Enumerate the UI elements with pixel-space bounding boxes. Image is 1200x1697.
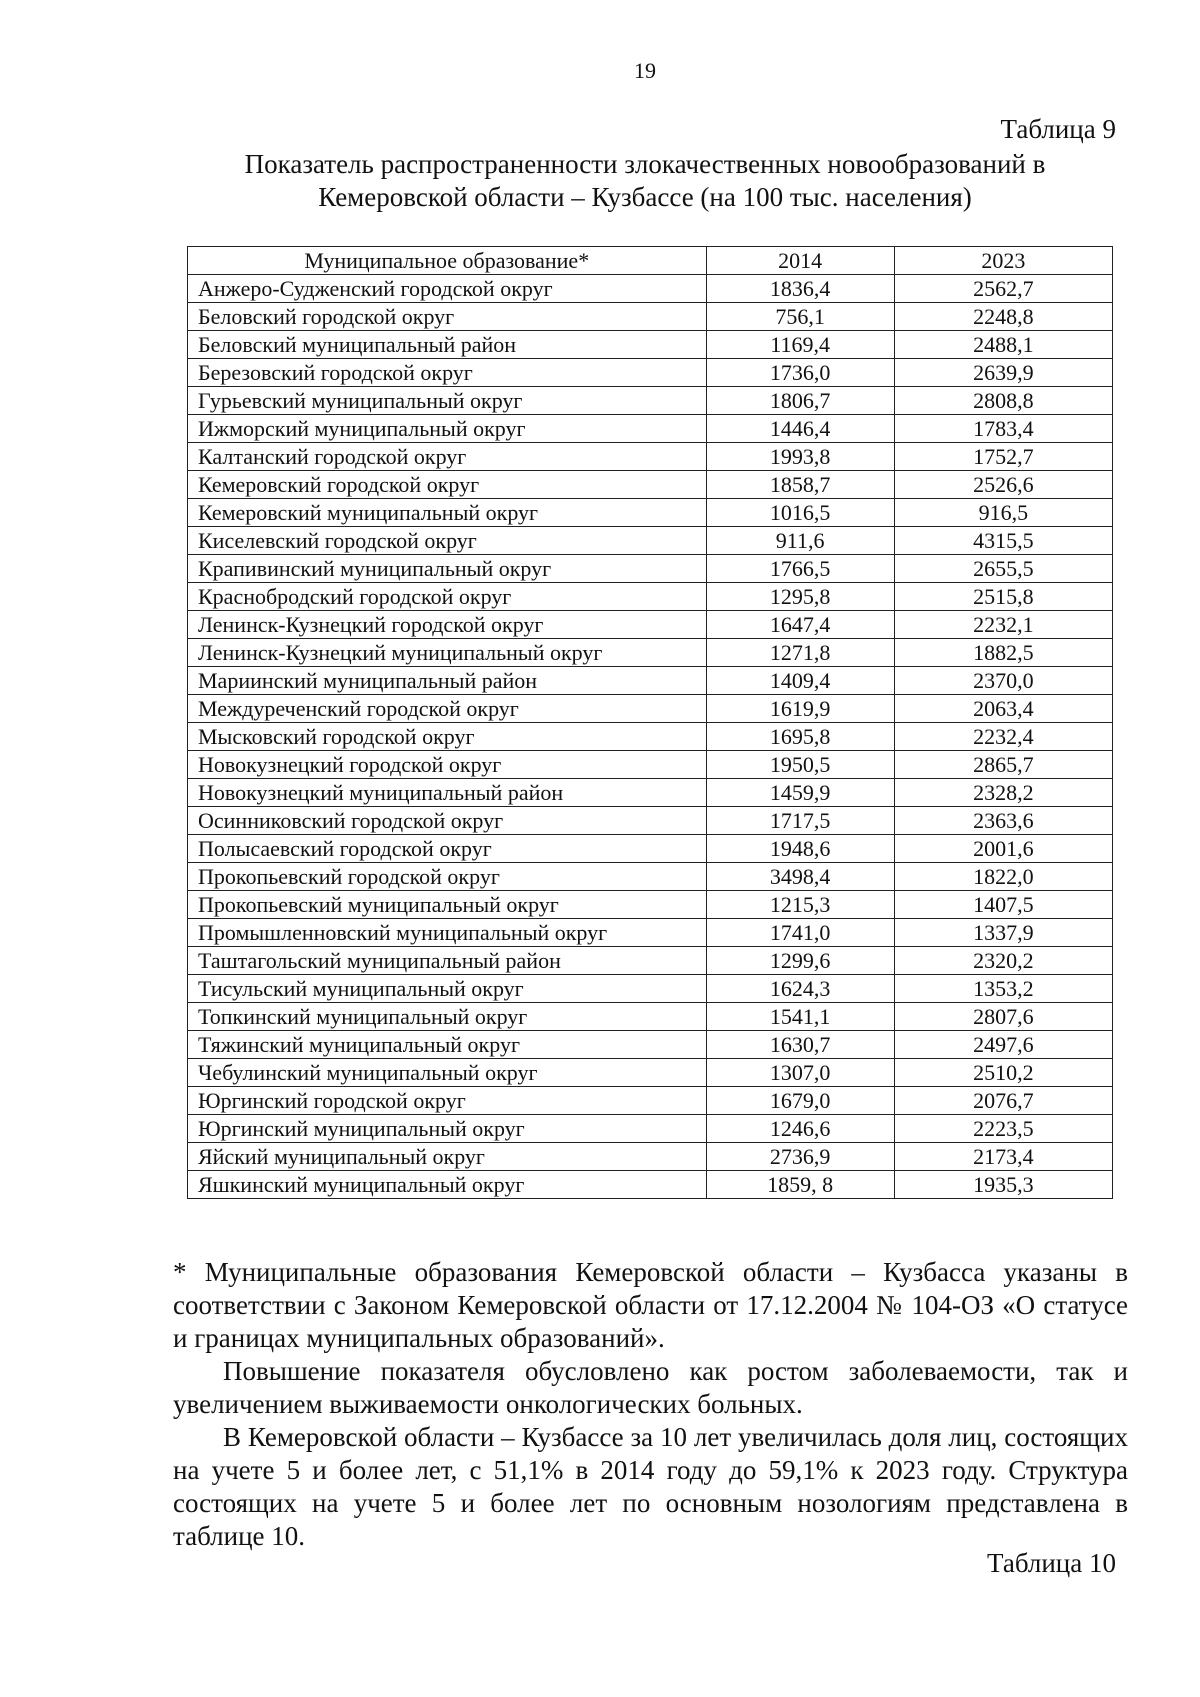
cell-municipality: Таштагольский муниципальный район: [188, 947, 707, 975]
cell-2023: 2865,7: [894, 751, 1112, 779]
cell-2023: 2639,9: [894, 359, 1112, 387]
table-row: [188, 331, 1113, 359]
cell-municipality: Полысаевский городской округ: [188, 835, 707, 863]
cell-municipality: Калтанский городской округ: [188, 443, 707, 471]
cell-municipality: Анжеро-Судженский городской округ: [188, 275, 707, 303]
cell-municipality: Междуреченский городской округ: [188, 695, 707, 723]
table-header-row: [188, 247, 1113, 275]
cell-2014: 1541,1: [706, 1003, 894, 1031]
cell-2023: 1407,5: [894, 891, 1112, 919]
cell-2014: 1806,7: [706, 387, 894, 415]
cell-2014: 1169,4: [706, 331, 894, 359]
cell-municipality: Чебулинский муниципальный округ: [188, 1059, 707, 1087]
cell-municipality: Мысковский городской округ: [188, 723, 707, 751]
table-row: [188, 891, 1113, 919]
table-row: [188, 1143, 1113, 1171]
cell-2014: 1647,4: [706, 611, 894, 639]
cell-2014: 1215,3: [706, 891, 894, 919]
cell-municipality: Тяжинский муниципальный округ: [188, 1031, 707, 1059]
table-row: [188, 555, 1113, 583]
cell-2014: 2736,9: [706, 1143, 894, 1171]
table-row: [188, 359, 1113, 387]
cell-municipality: Промышленновский муниципальный округ: [188, 919, 707, 947]
cell-municipality: Мариинский муниципальный район: [188, 667, 707, 695]
cell-municipality: Кемеровский городской округ: [188, 471, 707, 499]
cell-2014: 1619,9: [706, 695, 894, 723]
cell-2014: 3498,4: [706, 863, 894, 891]
cell-2023: 2807,6: [894, 1003, 1112, 1031]
table-row: [188, 415, 1113, 443]
table-row: [188, 387, 1113, 415]
cell-2014: 1271,8: [706, 639, 894, 667]
cell-2023: 2248,8: [894, 303, 1112, 331]
cell-municipality: Яшкинский муниципальный округ: [188, 1171, 707, 1199]
table-row: [188, 275, 1113, 303]
cell-municipality: Кемеровский муниципальный округ: [188, 499, 707, 527]
cell-2014: 1950,5: [706, 751, 894, 779]
cell-2014: 1717,5: [706, 807, 894, 835]
cell-2023: 1783,4: [894, 415, 1112, 443]
cell-2023: 4315,5: [894, 527, 1112, 555]
cell-2014: 1446,4: [706, 415, 894, 443]
cell-2014: 1624,3: [706, 975, 894, 1003]
cell-2023: 2363,6: [894, 807, 1112, 835]
cell-2023: 1337,9: [894, 919, 1112, 947]
cell-2023: 916,5: [894, 499, 1112, 527]
cell-municipality: Топкинский муниципальный округ: [188, 1003, 707, 1031]
cell-2023: 2232,4: [894, 723, 1112, 751]
table-row: [188, 863, 1113, 891]
footnote: * Муниципальные образования Кемеровской области – Кузбасса указаны в соответствии с Законом Кемеровской области от 17.12.2004 № 104-ОЗ «О статусе и границах муниципальных образований».: [173, 1257, 1128, 1353]
cell-2014: 1859, 8: [706, 1171, 894, 1199]
table-row: [188, 807, 1113, 835]
cell-2023: 2370,0: [894, 667, 1112, 695]
table-9-title: Показатель распространенности злокачественных новообразований в Кемеровской области – Кузбассе (на 100 тыс. населения): [244, 149, 1046, 212]
cell-2014: 1836,4: [706, 275, 894, 303]
cell-2014: 1858,7: [706, 471, 894, 499]
cell-2014: 1295,8: [706, 583, 894, 611]
cell-municipality: Гурьевский муниципальный округ: [188, 387, 707, 415]
table-9-label: Таблица 9: [1000, 114, 1116, 144]
cell-municipality: Яйский муниципальный округ: [188, 1143, 707, 1171]
cell-municipality: Тисульский муниципальный округ: [188, 975, 707, 1003]
cell-municipality: Прокопьевский муниципальный округ: [188, 891, 707, 919]
cell-2014: 1766,5: [706, 555, 894, 583]
table-row: [188, 695, 1113, 723]
cell-2014: 1948,6: [706, 835, 894, 863]
cell-2023: 2001,6: [894, 835, 1112, 863]
cell-2023: 2076,7: [894, 1087, 1112, 1115]
cell-2023: 2526,6: [894, 471, 1112, 499]
cell-2014: 1459,9: [706, 779, 894, 807]
cell-municipality: Ленинск-Кузнецкий городской округ: [188, 611, 707, 639]
table-row: [188, 919, 1113, 947]
cell-2023: 2562,7: [894, 275, 1112, 303]
table-body: [188, 275, 1113, 1199]
cell-2023: 2808,8: [894, 387, 1112, 415]
cell-municipality: Березовский городской округ: [188, 359, 707, 387]
table-10-label: Таблица 10: [987, 1548, 1116, 1578]
cell-municipality: Осинниковский городской округ: [188, 807, 707, 835]
table-row: [188, 947, 1113, 975]
cell-2023: 1935,3: [894, 1171, 1112, 1199]
cell-municipality: Юргинский городской округ: [188, 1087, 707, 1115]
page-number: 19: [634, 58, 656, 83]
paragraph-2: В Кемеровской области – Кузбассе за 10 лет увеличилась доля лиц, состоящих на учете 5 и более лет, с 51,1% в 2014 году до 59,1% к 2023 году. Структура состоящих на учете 5 и более лет по основным нозологиям представлена в таблице 10.: [173, 1422, 1128, 1551]
cell-2023: 2488,1: [894, 331, 1112, 359]
table-row: [188, 723, 1113, 751]
cell-2014: 911,6: [706, 527, 894, 555]
cell-2023: 2223,5: [894, 1115, 1112, 1143]
table-row: [188, 639, 1113, 667]
table-row: [188, 975, 1113, 1003]
cell-2014: 756,1: [706, 303, 894, 331]
table-row: [188, 443, 1113, 471]
table-row: [188, 1059, 1113, 1087]
cell-municipality: Новокузнецкий городской округ: [188, 751, 707, 779]
header-2023: 2023: [894, 247, 1112, 275]
cell-municipality: Краснобродский городской округ: [188, 583, 707, 611]
cell-2014: 1741,0: [706, 919, 894, 947]
cell-2023: 1822,0: [894, 863, 1112, 891]
table-row: [188, 1115, 1113, 1143]
table-row: [188, 1031, 1113, 1059]
table-row: [188, 779, 1113, 807]
table-row: [188, 499, 1113, 527]
table-row: [188, 667, 1113, 695]
table-row: [188, 583, 1113, 611]
prevalence-table: [187, 246, 1113, 1199]
cell-2023: 1882,5: [894, 639, 1112, 667]
table-row: [188, 1171, 1113, 1199]
table-row: [188, 471, 1113, 499]
cell-2023: 1752,7: [894, 443, 1112, 471]
cell-2023: 2320,2: [894, 947, 1112, 975]
table-row: [188, 303, 1113, 331]
cell-2014: 1695,8: [706, 723, 894, 751]
cell-2023: 2510,2: [894, 1059, 1112, 1087]
table-row: [188, 751, 1113, 779]
cell-2023: 2655,5: [894, 555, 1112, 583]
cell-2023: 2515,8: [894, 583, 1112, 611]
paragraph-1: Повышение показателя обусловлено как ростом заболеваемости, так и увеличением выживаемости онкологических больных.: [173, 1356, 1128, 1419]
cell-municipality: Беловский городской округ: [188, 303, 707, 331]
cell-municipality: Ижморский муниципальный округ: [188, 415, 707, 443]
cell-municipality: Киселевский городской округ: [188, 527, 707, 555]
cell-municipality: Беловский муниципальный район: [188, 331, 707, 359]
cell-2014: 1016,5: [706, 499, 894, 527]
cell-2014: 1307,0: [706, 1059, 894, 1087]
cell-municipality: Новокузнецкий муниципальный район: [188, 779, 707, 807]
cell-municipality: Юргинский муниципальный округ: [188, 1115, 707, 1143]
cell-2023: 2497,6: [894, 1031, 1112, 1059]
table-row: [188, 835, 1113, 863]
table-row: [188, 611, 1113, 639]
cell-2023: 2232,1: [894, 611, 1112, 639]
header-2014: 2014: [706, 247, 894, 275]
cell-municipality: Прокопьевский городской округ: [188, 863, 707, 891]
cell-2014: 1630,7: [706, 1031, 894, 1059]
cell-2023: 2173,4: [894, 1143, 1112, 1171]
table-row: [188, 1003, 1113, 1031]
cell-municipality: Крапивинский муниципальный округ: [188, 555, 707, 583]
cell-2014: 1409,4: [706, 667, 894, 695]
header-municipality: Муниципальное образование*: [188, 247, 707, 275]
cell-2014: 1246,6: [706, 1115, 894, 1143]
cell-2023: 2328,2: [894, 779, 1112, 807]
table-row: [188, 527, 1113, 555]
cell-2023: 2063,4: [894, 695, 1112, 723]
cell-2014: 1993,8: [706, 443, 894, 471]
cell-2014: 1679,0: [706, 1087, 894, 1115]
cell-2014: 1299,6: [706, 947, 894, 975]
cell-2023: 1353,2: [894, 975, 1112, 1003]
table-row: [188, 1087, 1113, 1115]
cell-municipality: Ленинск-Кузнецкий муниципальный округ: [188, 639, 707, 667]
cell-2014: 1736,0: [706, 359, 894, 387]
